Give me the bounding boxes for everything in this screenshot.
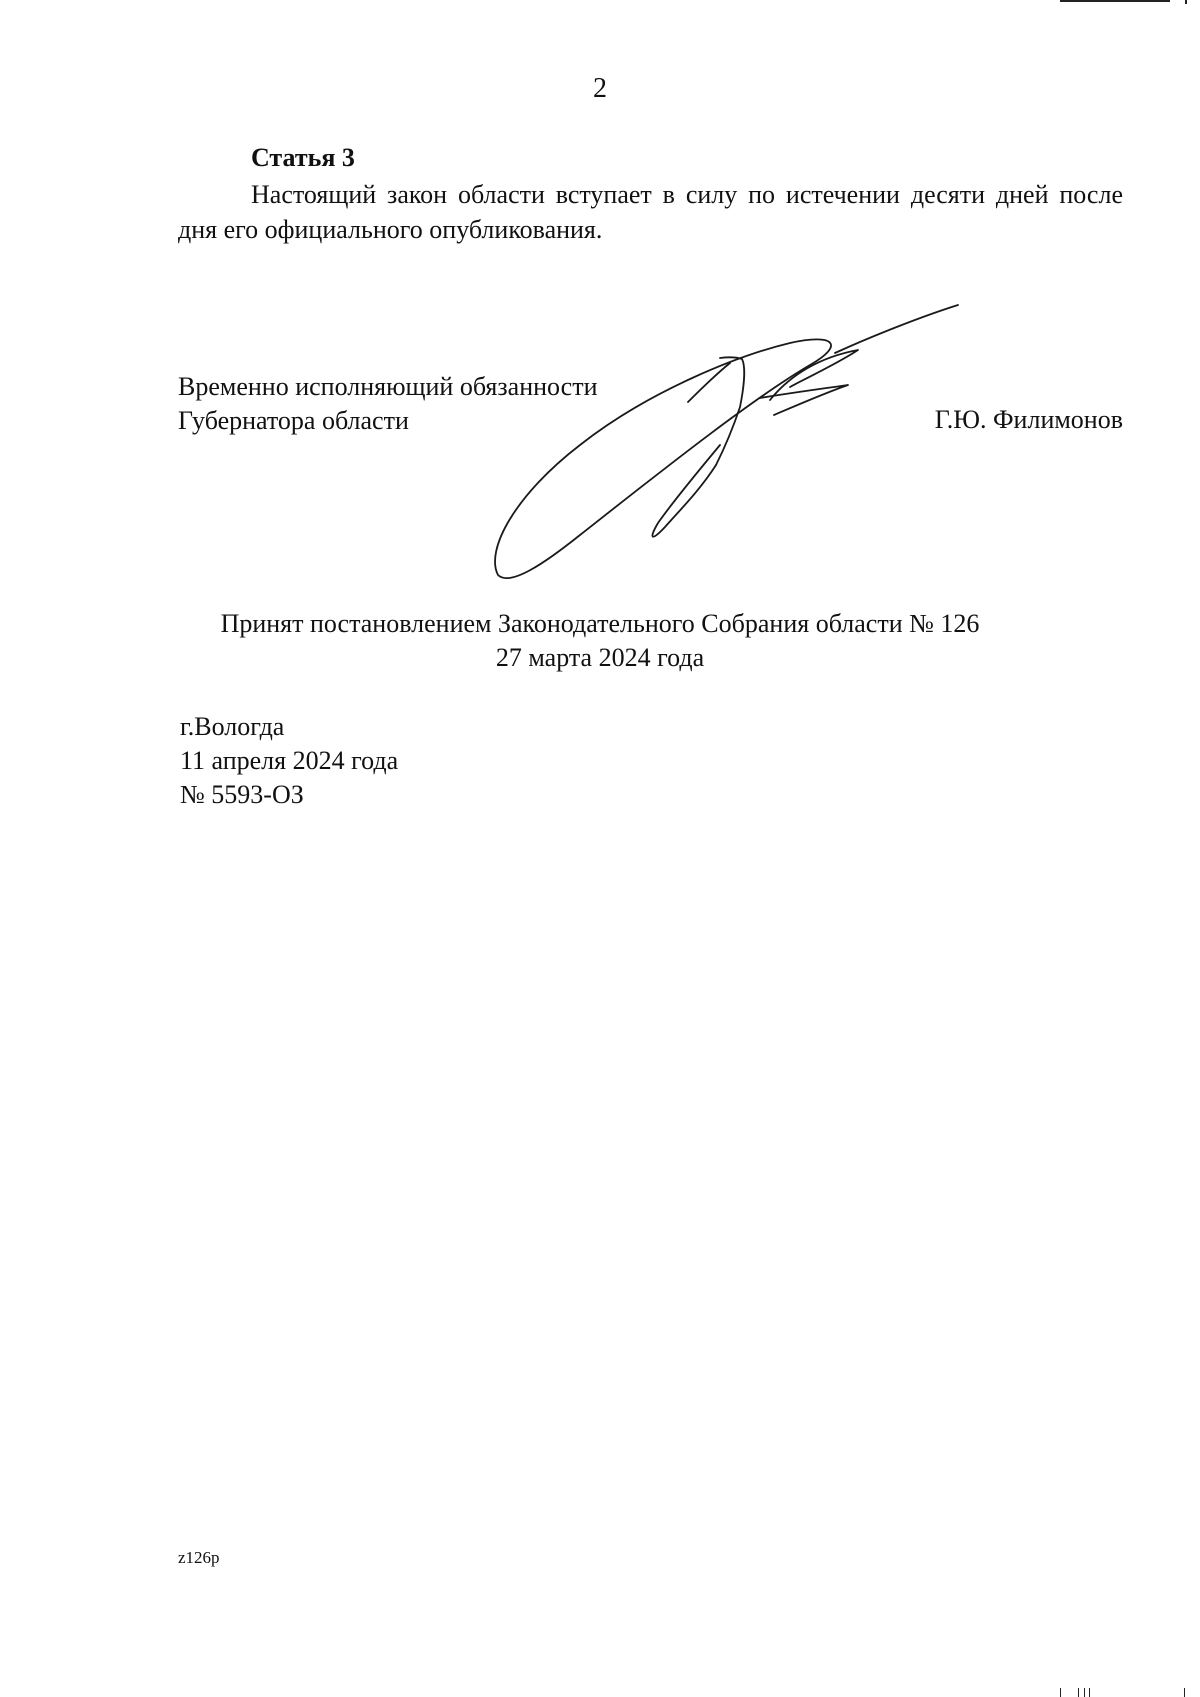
adoption-line-2: 27 марта 2024 года: [495, 643, 705, 672]
signer-title-line-1: Временно исполняющий обязанности: [178, 372, 598, 401]
signer-title-line-2: Губернатора области: [178, 406, 409, 435]
scan-edge-mark-bottom-4: [1089, 1688, 1090, 1697]
city: г.Вологда: [180, 712, 285, 741]
signer-name: Г.Ю. Филимонов: [934, 405, 1123, 434]
scan-edge-mark-top: [1060, 0, 1170, 2]
article-body: Настоящий закон области вступает в силу по истечении десяти дней после дня его официального опубликования.: [178, 180, 1123, 244]
document-code: z126p: [178, 1548, 220, 1567]
article-heading: Статья 3: [251, 143, 355, 172]
adoption-note: [0, 607, 1200, 675]
law-number: № 5593-ОЗ: [180, 780, 304, 809]
page-number: 2: [593, 73, 607, 104]
scan-edge-mark-right: [1185, 0, 1187, 4]
scan-edge-mark-bottom-3: [1084, 1688, 1085, 1697]
handwritten-signature: [490, 295, 1040, 595]
adoption-line-1: Принят постановлением Законодательного Собрания области № 126: [220, 609, 980, 638]
scan-edge-mark-bottom: [1060, 1688, 1061, 1697]
signing-date: 11 апреля 2024 года: [180, 746, 399, 775]
scan-edge-mark-bottom-5: [1184, 1688, 1185, 1697]
place-date-block: [180, 710, 398, 812]
scan-edge-mark-bottom-2: [1078, 1688, 1079, 1697]
